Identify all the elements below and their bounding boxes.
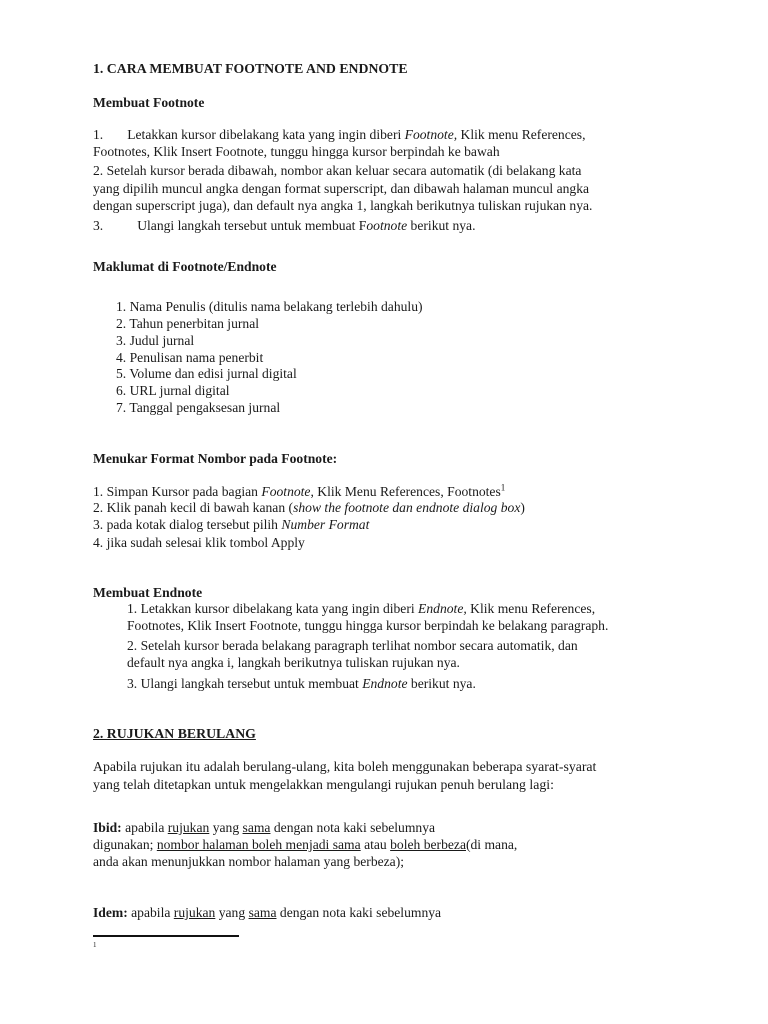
step-text: , Klik Menu References, Footnotes (310, 484, 501, 499)
term-text: (di mana, (465, 837, 518, 852)
step-number: 1. (93, 127, 104, 142)
format-step-2 (93, 499, 525, 516)
endnote-step-1-line-2: Footnotes, Klik Insert Footnote, tunggu hingga kursor berpindah ke belakang paragraph. (127, 618, 609, 633)
term-label: Idem: (93, 905, 128, 920)
step-text: 3. pada kotak dialog tersebut pilih (93, 517, 282, 532)
footnote-step-2-line-2: yang dipilih muncul angka dengan format superscript, dan dibawah halaman muncul angka (93, 181, 590, 196)
term-label: Ibid: (93, 820, 122, 835)
maklumat-item: 4. Penulisan nama penerbit (116, 350, 264, 365)
term-underline: sama (248, 905, 277, 920)
term-text: atau (360, 837, 391, 852)
step-text: Klik menu References, (457, 127, 586, 142)
section-heading-rujukan-berulang: 2. RUJUKAN BERULANG (93, 726, 256, 741)
step-text: ) (520, 500, 525, 515)
step-number: 3. (93, 218, 104, 233)
step-emphasis: ootnote (366, 218, 408, 233)
step-emphasis: Footnote (261, 484, 311, 499)
term-underline: rujukan (173, 905, 216, 920)
footnote-step-1-line-2: Footnotes, Klik Insert Footnote, tunggu hingga kursor berpindah ke bawah (93, 144, 500, 159)
term-underline: sama (242, 820, 271, 835)
term-text: digunakan; (93, 837, 157, 852)
subheading-maklumat: Maklumat di Footnote/Endnote (93, 259, 277, 274)
step-text: berikut nya. (407, 676, 476, 691)
step-text: 1. Simpan Kursor pada bagian (93, 484, 262, 499)
maklumat-item: 3. Judul jurnal (116, 333, 195, 348)
section-heading-footnote-endnote: 1. CARA MEMBUAT FOOTNOTE AND ENDNOTE (93, 61, 408, 76)
footnote-step-2-line-1: 2. Setelah kursor berada dibawah, nombor akan keluar secara automatik (di belakang kata (93, 163, 582, 178)
term-text: apabila (121, 820, 168, 835)
step-text: 1. Letakkan kursor dibelakang kata yang ingin diberi (127, 601, 419, 616)
maklumat-item: 1. Nama Penulis (ditulis nama belakang terlebih dahulu) (116, 299, 423, 314)
format-step-3 (93, 516, 369, 533)
step-emphasis: Number Format (281, 517, 370, 532)
step-text: 3. Ulangi langkah tersebut untuk membuat (127, 676, 363, 691)
footnote-step-1-line-1 (93, 126, 585, 143)
term-text: dengan nota kaki sebelumnya (276, 905, 442, 920)
ibid-definition-line-3: anda akan menunjukkan nombor halaman yang berbeza); (93, 854, 405, 869)
term-underline: nombor halaman boleh menjadi sama (156, 837, 361, 852)
step-text: Klik menu References, (466, 601, 596, 616)
format-step-4: 4. jika sudah selesai klik tombol Apply (93, 535, 305, 550)
maklumat-item: 7. Tanggal pengaksesan jurnal (116, 400, 281, 415)
step-text: Letakkan kursor dibelakang kata yang ingin diberi (127, 127, 405, 142)
step-emphasis: Footnote, (404, 127, 458, 142)
endnote-step-1-line-1 (127, 600, 595, 617)
subheading-membuat-footnote: Membuat Footnote (93, 95, 205, 110)
ibid-definition-line-1 (93, 819, 435, 836)
subheading-membuat-endnote: Membuat Endnote (93, 585, 203, 600)
maklumat-item: 2. Tahun penerbitan jurnal (116, 316, 259, 331)
term-text: yang (215, 905, 249, 920)
endnote-step-2-line-2: default nya angka i, langkah berikutnya tuliskan rujukan nya. (127, 655, 460, 670)
footnote-step-2-line-3: dengan superscript juga), dan default nya angka 1, langkah berikutnya tuliskan rujukan nya. (93, 198, 593, 213)
step-emphasis: Endnote (362, 676, 408, 691)
idem-definition (93, 904, 441, 921)
footnote-separator (93, 935, 239, 937)
ibid-definition-line-2 (93, 836, 517, 853)
rujukan-intro-line-1: Apabila rujukan itu adalah berulang-ulang, kita boleh menggunakan beberapa syarat-syarat (93, 759, 597, 774)
footnote-step-3 (93, 217, 475, 234)
rujukan-intro-line-2: yang telah ditetapkan untuk mengelakkan mengulangi rujukan penuh berulang lagi: (93, 777, 554, 792)
step-emphasis: Endnote, (418, 601, 467, 616)
term-text: apabila (127, 905, 174, 920)
endnote-step-2-line-1: 2. Setelah kursor berada belakang paragraph terlihat nombor secara automatik, dan (127, 638, 578, 653)
step-emphasis: show the footnote dan endnote dialog box (293, 500, 521, 515)
footnote-marker: 1 (93, 941, 97, 949)
maklumat-item: 6. URL jurnal digital (116, 383, 230, 398)
subheading-menukar-format: Menukar Format Nombor pada Footnote: (93, 451, 338, 466)
term-text: yang (209, 820, 243, 835)
maklumat-item: 5. Volume dan edisi jurnal digital (116, 366, 297, 381)
footnote-reference: 1 (500, 482, 506, 493)
endnote-step-3 (127, 675, 476, 692)
format-step-1 (93, 483, 505, 500)
step-text: 2. Klik panah kecil di bawah kanan ( (93, 500, 294, 515)
term-underline: boleh berbeza (390, 837, 466, 852)
step-text: Ulangi langkah tersebut untuk membuat F (137, 218, 367, 233)
term-underline: rujukan (167, 820, 210, 835)
term-text: dengan nota kaki sebelumnya (270, 820, 436, 835)
step-text: berikut nya. (407, 218, 476, 233)
